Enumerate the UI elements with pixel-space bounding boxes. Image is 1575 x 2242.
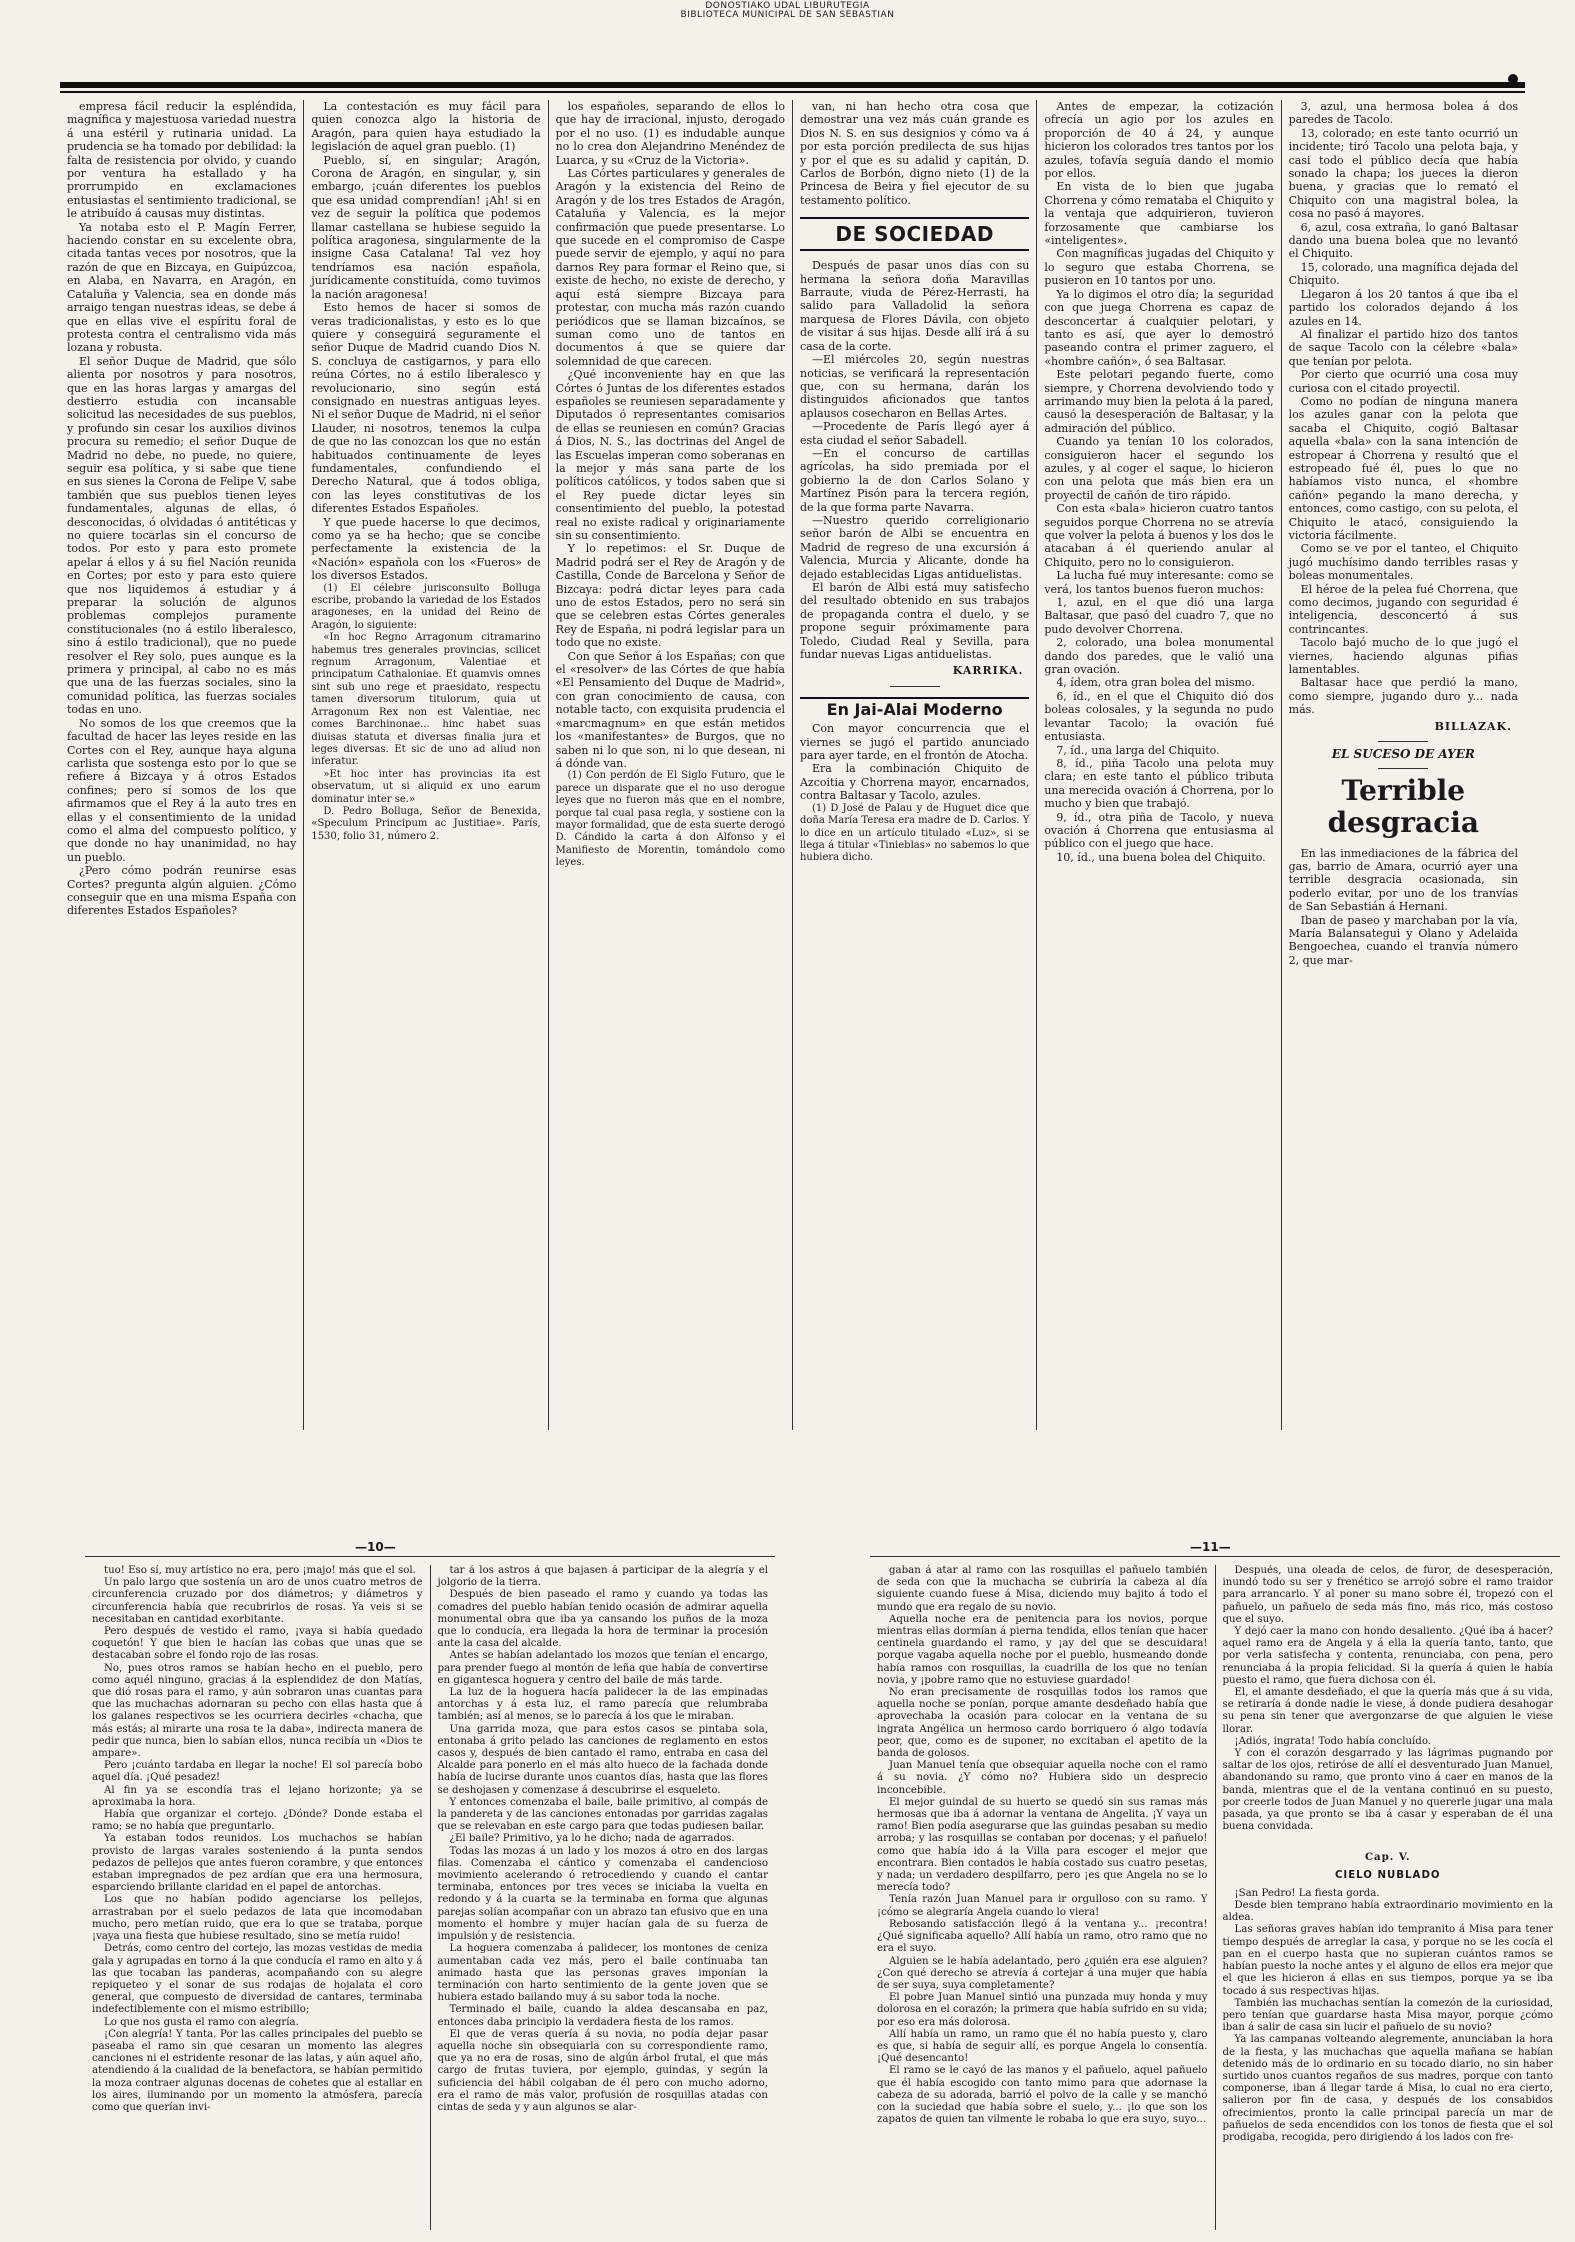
paragraph: Después, una oleada de celos, de furor, de desesperación, inundó todo su ser y frenético se arrojó sobre el ramo traidor para arrancarlo. Y al poner su mano sobre él, tropezó con el pañuelo, un pañuelo de seda más fino, más rico, más costoso que el suyo. — [1222, 1565, 1553, 1625]
paragraph: Lo que nos gusta el ramo con alegría. — [104, 2016, 299, 2028]
paragraph: También las muchachas sentían la comezón de la curiosidad, pero tenían que guardarse hasta Misa mayor, porque ¿cómo iban á salir de casa sin lucir el pañuelo de su novio? — [1222, 1997, 1553, 2034]
paragraph: Después de bien paseado el ramo y cuando ya todas las comadres del pueblo habían tenido ocasión de admirar aquella monumental obra que iba ya cansando los puños de la moza que lo conducía, era llegada la hora de terminar la procesión ante la casa del alcalde. — [437, 1589, 768, 1650]
paragraph: Iban de paseo y marchaban por la vía, María Balansategui y Olano y Adelaida Bengoechea, cuando el tranvía número 2, que mar- — [1288, 913, 1518, 967]
paragraph: los españoles, separando de ellos lo que hay de irracional, injusto, derogado por el no uso. (1) es indudable aunque no lo crea don Alejandrino Menéndez de Luarca, y su «Cruz de la Victoria». — [555, 100, 785, 167]
paragraph: Ya las campanas volteando alegremente, anunciaban la hora de la fiesta, y las muchachas que aquella mañana se habían detenido más de lo ordinario en su tocado diario, no sin haber surtido unos cuantos regaños de sus madres, porque con tanto componerse, iban á llegar tarde á Misa, lo cual no era cierto, salieron por fin de casa, y después de los consabidos ofrecimientos, pronto la calle principal parecía un mar de pañuelos de seda encendidos con los tonos de fiesta que el sol prodigaba, recogida, pero dirigiendo á los lados con fre- — [1222, 2034, 1553, 2143]
divider — [890, 686, 940, 687]
paragraph: 1, azul, en el que dió una larga Baltasar, que pasó del cuadro 7, que no pudo devolver Chorrena. — [1044, 596, 1274, 636]
news-column-4 — [793, 100, 1037, 1430]
paragraph: van, ni han hecho otra cosa que demostrar una vez más cuán grande es Dios N. S. en sus designios y cómo va á por esta porción predilecta de sus hijas y por el que es su adalid y capitán, D. Carlos de Borbón, digno nieto (1) de la Princesa de Beira y fiel ejecutor de su testamento político. — [799, 100, 1030, 207]
paragraph: ¿Pero cómo podrán reunirse esas Cortes? pregunta algún alguien. ¿Cómo conseguir que en una misma España con diferentes Estados Españoles? — [67, 864, 297, 918]
paragraph: Como se ve por el tanteo, el Chiquito jugó muchísimo dando terribles rasas y boleas monumentales. — [1288, 542, 1518, 583]
paragraph: Antes de empezar, la cotización ofrecía un agio por los azules en proporción de 40 á 24, y aunque hicieron los colorados tres tantos por los azules, tofavía seguía dando el momio por ellos. — [1044, 100, 1274, 181]
paragraph: 7, íd., una larga del Chiquito. — [1056, 743, 1220, 757]
news-column-3 — [549, 100, 793, 1430]
paragraph: Y lo repetimos: el Sr. Duque de Madrid podrá ser el Rey de Aragón y de Castilla, Conde de Barcelona y Señor de Bizcaya: podrá dictar leyes para cada uno de estos Estados, pero no será sin que se celebren estas Córtes generales Rey de España, ni podrá legislar para un todo que no existe. — [555, 542, 785, 650]
paragraph: La luz de la hoguera hacía palidecer la de las empinadas antorchas y á esta luz, el ramo parecía que relumbraba también; así al menos, se lo parecía á los que le miraban. — [437, 1687, 768, 1723]
paragraph: El señor Duque de Madrid, que sólo alienta por nosotros y para nosotros, que en las horas largas y amargas del destierro estudia con incansable solicitud las necesidades de sus pueblos, y profundo sin cesar los auxilios divinos procura su remedio; el señor Duque de Madrid no debe, no puede, no quiere, seguir esa política, y si sabe que tiene en sus sienes la Corona de Felipe V, sabe también que sus pueblos tienen leyes fundamentales, algunas de ellas, ó desconocidas, ó olvidadas ó antitéticas y no quiere tocarlas sin el concurso de todos. Por esto y para esto promete apelar á ellos y á su fiel Nación reunida en Cortes; por esto y para esto quiere que nos liquidemos á estudiar y á preparar la solución de algunos problemas complejos puramente constitucionales (no á estilo liberalesco, sino á estilo tradicional), que no puede resolver el Rey solo, pues aunque es la primera y principal, al cabo no es más que una de las fuerzas sociales, sino la comunidad política, las fuerzas sociales todas en uno. — [67, 354, 297, 717]
paragraph: Las Córtes particulares y generales de Aragón y la existencia del Reino de Aragón y de los tres Estados de Aragón, Cataluña y Valencia, es la mejor confirmación que puede presentarse. Lo que sucede en el compromiso de Caspe puede servir de ejemplo, y aquí no para darnos Rey para formar el Reino que, si existe de hecho, no existe de derecho, y aquí está siempre Bizcaya para protestar, con mucha más razón cuando periódicos que se llaman bizcaínos, se suman como uno de tantos en documentos á que se quiere dar solemnidad de que carecen. — [555, 167, 785, 368]
paragraph: Había que organizar el cortejo. ¿Dónde? Donde estaba el ramo; se no había que preguntarlo. — [92, 1809, 423, 1833]
header-thick-rule — [60, 82, 1525, 88]
left-page-column-2 — [431, 1565, 776, 2230]
author-signature: KARRIKA. — [952, 664, 1024, 678]
paragraph: Los que no habían podido agenciarse los pellejos, arrastraban por el suelo pedazos de lata que incomodaban mucho, pero metían ruido, que era lo que se trataba, porque ¡vaya una fiesta que hubiese resultado, sino se metía ruido! — [92, 1894, 423, 1943]
paragraph: Cuando ya tenían 10 los colorados, consiguieron hacer el segundo los azules, y al coger el saque, lo hicieron con una pelota que más bien era un proyectil de cañón de tiro rápido. — [1044, 435, 1274, 502]
paragraph: Era la combinación Chiquito de Azcoitia y Chorrena mayor, encarnados, contra Baltasar y Tacolo, azules. — [799, 762, 1030, 803]
footnote: (1) D José de Palau y de Huguet dice que doña María Teresa era madre de D. Carlos. Y lo dice en un artículo titulado «Luz», si se llega á titular «Tinieblas» no sabemos lo que hubiera dicho. — [799, 802, 1030, 864]
section-heading: En Jai-Alai Moderno — [800, 697, 1029, 716]
paragraph: Allí había un ramo, un ramo que él no había puesto y, claro es que, si había de seguir allí, es porque Angela lo consentía. ¡Qué desencanto! — [877, 2028, 1208, 2065]
paragraph: 10, íd., una buena bolea del Chiquito. — [1056, 850, 1266, 864]
paragraph: 13, colorado; en este tanto ocurrió un incidente; tiró Tacolo una pelota baja, y casi todo el público decía que había sonado la chapa; los jueces la dieron buena, y gracias que lo remató el Chiquito con una magistral bolea, la cosa no pasó á mayores. — [1288, 126, 1518, 221]
paragraph: El que de veras quería á su novia, no podía dejar pasar aquella noche sin obsequiarla con su correspondiente ramo, que ya no era de rosas, sino de algún árbol frutal, el que más cargo de frutas tuviera, por ejemplo, guindas, y según la suficiencia del hábil colgaban de él pero con mucho adorno, era el ramo de más valor, profusión de rosquillas atadas con cintas de seda y y aun algunos se alar- — [437, 2028, 768, 2113]
paragraph: Este pelotari pegando fuerte, como siempre, y Chorrena devolviendo todo y arrimando muy bien la pelota á la pared, causó la desesperación de Baltasar, y la admiración del público. — [1044, 368, 1274, 435]
page-number-left: —10— — [355, 1540, 396, 1554]
paragraph: ¡San Pedro! La fiesta gorda. — [1234, 1887, 1380, 1899]
paragraph: Aquella noche era de penitencia para los novios, porque mientras ellas dormían á pierna tendida, ellos tenían que hacer centinela guardando el ramo, y ¡ay del que se descuidara! porque vagaba aquella noche por el pueblo, husmeando donde había ramos con rosquillas, la cuadrilla de los que no tenían novia, y ¡pobre ramo que no estuviese guardado! — [877, 1613, 1208, 1686]
paragraph: Esto hemos de hacer si somos de veras tradicionalistas, y esto es lo que quiere y conseguirá seguramente el señor Duque de Madrid cuando Dios N. S. concluya de castigarnos, y para ello reúna Córtes, no á estilo liberalesco y revolucionario, sino según está consignado en nuestras antiguas leyes. Ni el señor Duque de Madrid, ni el señor Llauder, ni nosotros, tenemos la culpa de que no las conozcan los que no están habituados continuamente de leyes fundamentales, confundiendo el Derecho Natural, que á todos obliga, con las leyes constitutivas de los diferentes Estados Españoles. — [311, 301, 541, 516]
footnote: »Et hoc inter has provincias ita est observatum, ut si aliquid ex uno earum dominatur inter se.» — [311, 768, 541, 805]
paragraph: —El miércoles 20, según nuestras noticias, se verificará la representación que, con su hermana, darán los distinguidos aficionados que tantos aplausos cosecharon en Bellas Artes. — [799, 353, 1030, 420]
paragraph: No eran precisamente de rosquillas todos los ramos que aquella noche se ponían, porque amante desdeñado había que aprovechaba la ocasión para colocar en la ventana de su ingrata Angélica un hermoso cardo borriquero ó algo todavía peor, que, como es de suponer, no excitaban el apetito de la banda de golosos. — [877, 1687, 1208, 1760]
paragraph: Pero ¡cuánto tardaba en llegar la noche! El sol parecía bobo aquel día. ¡Qué pesadez! — [92, 1760, 423, 1784]
paragraph: No somos de los que creemos que la facultad de hacer las leyes reside en las Cortes con el Rey, aunque haya alguna carlista que sostenga esto por lo que se refiere á Bizcaya y á otros Estados confines; pero sí somos de los que afirmamos que el Rey á la auto tres en ellas y el consentimiento de la unidad como el alma del compuesto político, y que donde no hay unanimidad, no hay un pueblo. — [67, 716, 297, 864]
paragraph: La contestación es muy fácil para quien conozca algo la historia de Aragón, para quien haya estudiado la legislación de aquel gran pueblo. (1) — [311, 100, 541, 154]
paragraph: tuo! Eso sí, muy artístico no era, pero ¡majo! más que el sol. — [104, 1565, 416, 1576]
author-signature: BILLAZAK. — [1434, 719, 1512, 733]
paragraph: En las inmediaciones de la fábrica del gas, barrio de Amara, ocurrió ayer una terrible desgracia ocasionada, sin poderlo evitar, por uno de los tranvías de San Sebastián á Hernani. — [1288, 846, 1518, 914]
paragraph: Terminado el baile, cuando la aldea descansaba en paz, entonces daba principio la verdadera fiesta de los ramos. — [437, 2004, 768, 2028]
paragraph: Detrás, como centro del cortejo, las mozas vestidas de media gala y agrupadas en torno á la que conducía el ramo en alto y á las que tocaban las panderas, acompañando con su alegre repiqueteo y el sonar de sus rodajas de hojalata el coro general, que compuesto de diversidad de cantares, terminaba indefectiblemente con el mismo estribillo; — [92, 1943, 423, 2016]
paragraph: ¿El baile? Primitivo, ya lo he dicho; nada de agarrados. — [449, 1833, 735, 1845]
paragraph: Una garrida moza, que para estos casos se pintaba sola, entonaba á grito pelado las canciones de reglamento en estos casos y, después de bien cantado el ramo, entraba en casa del Alcalde para ponerlo en el más alto hueco de la fachada donde había de lucirse durante unos cuantos días, hasta que las flores se deshojasen y comenzase á descubrirse el esqueleto. — [437, 1723, 768, 1796]
paragraph: 4, ídem, otra gran bolea del mismo. — [1056, 676, 1255, 690]
feuilleton-right-page — [870, 1565, 1560, 2230]
divider — [1378, 741, 1428, 742]
paragraph: Con que Señor á los Españas; con que el «resolver» de las Córtes de que había «El Pensamiento del Duque de Madrid», con gran conocimiento de causa, con notable tacto, con exquisita prudencia el «marcmagnum» en que están metidos los «manifestantes» de Burgos, que no saben ni lo que son, ni lo que desean, ni á dónde van. — [555, 649, 785, 770]
chapter-label: Cap. V. — [1364, 1851, 1411, 1864]
paragraph: —Nuestro querido correligionario señor barón de Albi se encuentra en Madrid de regreso de una excursión á Valencia, Murcia y Alicante, donde ha dejado establecidas Ligas antiduelistas. — [799, 513, 1030, 581]
paragraph: La lucha fué muy interesante: como se verá, los tantos buenos fueron muchos: — [1044, 569, 1274, 596]
paragraph: El héroe de la pelea fué Chorrena, que como decimos, jugando con seguridad é inteligencia, desconcertó á sus contrincantes. — [1288, 582, 1518, 636]
feuilleton-left-page — [85, 1565, 775, 2230]
paragraph: Todas las mozas á un lado y los mozos á otro en dos largas filas. Comenzaba el cántico y comenzaba el candencioso movimiento acelerando ó retrocediendo y cuando el cantar terminaba, entonces por tres veces se iniciaba la vuelta en redondo y á la cuarta se la terminaba en forma que algunas parejas solían acompañar con un abrazo tan efusivo que en una momento el hombre y mujer hacían gala de su fuerza de impulsión y de resistencia. — [437, 1845, 768, 1943]
header-thin-rule — [60, 91, 1525, 93]
paragraph: empresa fácil reducir la espléndida, magnífica y majestuosa variedad nuestra á una estéril y rutinaria unidad. La prudencia se ha tomado por debilidad: la falta de resistencia por olvido, y cuando por ventura ha estallado y ha prorrumpido en exclamaciones entusiastas el sentimiento tradicional, se le atribuído á causas muy distintas. — [67, 100, 297, 221]
right-page-rule — [870, 1556, 1560, 1557]
news-column-5 — [1037, 100, 1281, 1430]
news-column-1 — [60, 100, 304, 1430]
paragraph: Las señoras graves habían ido tempranito á Misa para tener tiempo después de arreglar la casa, y porque no se les cocía el pan en el cuerpo hasta que no supieran cuántos ramos se habían puesto la noche antes y el alguno de ellos era mejor que el que les hicieron á ellas en sus tiempos, porque ya se iba tocado á sus respectivas hijas. — [1222, 1924, 1553, 1997]
footnote: (1) El célebre jurisconsulto Bolluga escribe, probando la variedad de los Estados aragoneses, en la unidad del Reino de Aragón, lo siguiente: — [311, 582, 541, 631]
paragraph: Baltasar hace que perdió la mano, como siempre, jugando duro y... nada más. — [1288, 676, 1518, 717]
paragraph: gaban á atar al ramo con las rosquillas el pañuelo también de seda con que la muchacha se cubriría la cabeza al día siguiente cuando fuese á Misa, diciendo muy bajito á todo el mundo que era regalo de su novio. — [877, 1565, 1208, 1613]
paragraph: 6, íd., en el que el Chiquito dió dos boleas colosales, y la segunda no pudo levantar Tacolo; la ovación fué entusiasta. — [1044, 689, 1274, 744]
paragraph: Con esta «bala» hicieron cuatro tantos seguidos porque Chorrena no se atrevía que volver la pelota á buenos y los dos le atacaban á él queriendo anular al Chiquito, pero no lo consiguieron. — [1044, 502, 1274, 569]
paragraph: Alguien se le había adelantado, pero ¿quién era ese alguien? ¿Con qué derecho se atrevía á cortejar á una mujer que había de ser suya, suya completamente? — [877, 1955, 1208, 1991]
footnote: «In hoc Regno Arragonum citramarino habemus tres generales provincias, scilicet regnum Arragonum, Valentiae et principatum Cathaloniae. Et quamvis omnes sint sub uno rege et praesidato, respectu tamen diversorum titulorum, quia ut Arragonum Rex non est Valentiae, nec comes Barchinonae... hinc habet suas diuisas statuta et diversas finalia jura et leges diversas. Et sic de uno ad aliud non inferatur. — [311, 632, 541, 768]
divider — [1378, 768, 1428, 769]
paragraph: ¡Adiós, ingrata! Todo había concluído. — [1234, 1735, 1432, 1747]
paragraph: 9, íd., otra piña de Tacolo, y nueva ovación á Chorrena que entusiasma al público con el juego que hace. — [1044, 810, 1274, 851]
paragraph: Después de pasar unos días con su hermana la señora doña Maravillas Barraute, viuda de Pérez-Herrasti, ha salido para Valladolid la señora marquesa de Flores Dávila, con objeto de visitar á sus hijas. Desde allí irá á su casa de la corte. — [799, 259, 1030, 353]
paragraph: Tenía razón Juan Manuel para ir orgulloso con su ramo. Y ¡cómo se alegraría Angela cuando lo viera! — [877, 1894, 1208, 1918]
left-page-rule — [85, 1556, 775, 1557]
paragraph: Con mayor concurrencia que el viernes se jugó el partido anunciado para ayer tarde, en el frontón de Atocha. — [799, 722, 1030, 763]
paragraph: Tacolo bajó mucho de lo que jugó el viernes, haciendo algunas pifias lamentables. — [1288, 636, 1518, 677]
paragraph: Al fin ya se escondía tras el lejano horizonte; ya se aproximaba la hora. — [92, 1784, 423, 1808]
paragraph: ¡Con alegría! Y tanta. Por las calles principales del pueblo se paseaba el ramo sin que cesaran un momento las alegres canciones ni el estridente resonar de las latas, y aún aquel año, atendiendo á la cualidad de la benefactora, se habían permitido la moza contraer algunas docenas de cohetes que al estallar en los aires, iluminando por un momento la atmósfera, parecía como que querían invi- — [92, 2028, 423, 2113]
paragraph: Llegaron á los 20 tantos á que iba el partido los colorados dejando á los azules en 14. — [1288, 287, 1518, 328]
library-stamp-line-2: BIBLIOTECA MUNICIPAL DE SAN SEBASTIAN — [680, 10, 895, 20]
kicker-heading: EL SUCESO DE AYER — [1331, 747, 1475, 762]
right-page-column-1 — [870, 1565, 1216, 2230]
paragraph: Un palo largo que sostenía un aro de unos cuatro metros de circunferencia cruzado por dos diámetros; y diámetros y circunferencia había que recubrirlos de rosas. Ya veis si se necesitaban en cantidad exorbitante. — [92, 1577, 423, 1625]
right-page-column-2 — [1216, 1565, 1561, 2230]
paragraph: Antes se habían adelantado los mozos que tenían el encargo, para prender fuego al montón de leña que había de convertirse en gigantesca hoguera y centro del baile de más tarde. — [437, 1650, 768, 1686]
paragraph: Como no podían de ninguna manera los azules ganar con la pelota que sacaba el Chiquito, cogió Baltasar aquella «bala» con la sana intención de estropear á Chorrena y resultó que el estropeado fué él, pues lo que no habíamos visto nunca, el «hombre cañón» pegando la mano derecha, y entonces, como castigo, con su pelota, el Chiquito le atacó, consiguiendo la victoria fácilmente. — [1288, 394, 1518, 542]
paragraph: Por cierto que ocurrió una cosa muy curiosa con el citado proyectil. — [1288, 368, 1518, 395]
newspaper-columns — [60, 100, 1525, 1430]
paragraph: ¿Qué inconveniente hay en que las Córtes ó Juntas de los diferentes estados españoles se reuniesen separadamente y Diputados ó representantes comisarios de ellas se reuniesen en común? Gracias á Dios, N. S., las doctrinas del Angel de las Escuelas imperan como soberanas en la mejor y más sana parte de los políticos católicos, y todos saben que si el Rey puede dictar leyes sin consentimiento del pueblo, la potestad real no existe radical y originariamente sin su consentimiento. — [555, 368, 785, 542]
headline: Terrible desgracia — [1327, 773, 1480, 839]
section-heading: DE SOCIEDAD — [800, 217, 1029, 251]
paragraph: Ya lo digimos el otro día; la seguridad con que juega Chorrena es capaz de desconcertar á cualquier pelotari, y tanto es así, que ayer lo demostró paseando contra el primer zaguero, el «hombre cañón», ó sea Baltasar. — [1044, 287, 1274, 368]
paragraph: 2, colorado, una bolea monumental dando dos paredes, que le valió una gran ovación. — [1044, 636, 1274, 677]
paragraph: El ramo se le cayó de las manos y el pañuelo, aquel pañuelo que él había escogido con tanto mimo para que adornase la cabeza de su adorada, barrió el polvo de la calle y se manchó con la suciedad que había sobre el suelo, y... ¡lo que son los zapatos de quien tan vilmente le robaba lo que era suyo, suyo... — [877, 2065, 1208, 2126]
paragraph: Rebosando satisfacción llegó á la ventana y... ¡recontra! ¿Qué significaba aquello? Allí había un ramo, otro ramo que no era el suyo. — [877, 1918, 1208, 1955]
paragraph: El, el amante desdeñado, el que la quería más que á su vida, se retiraría á donde nadie le viese, á donde pudiera desahogar su pena sin tener que avergonzarse de que alguien le viese llorar. — [1222, 1687, 1553, 1735]
news-column-6 — [1282, 100, 1525, 1430]
footnote: (1) Con perdón de El Siglo Futuro, que le parece un disparate que el no uso derogue leyes que no fueron más que en el nombre, porque tal cual pasa regla, y sostiene con la mayor formalidad, que de esta suerte derogó D. Cándido la carta á don Alfonso y el Manifiesto de Morentin, tomándolo como leyes. — [555, 770, 785, 869]
paragraph: Y entonces comenzaba el baile, baile primitivo, al compás de la pandereta y de las canciones entonadas por garridas zagalas que se relevaban en este cargo para que todas pudiesen bailar. — [437, 1796, 768, 1833]
paragraph: tar á los astros á que bajasen á participar de la alegría y el jolgorio de la tierra. — [437, 1565, 768, 1589]
library-stamp-line-1: DONOSTIAKO UDAL LIBURUTEGIA — [705, 1, 870, 11]
paragraph: Y dejó caer la mano con hondo desaliento. ¿Qué iba á hacer? aquel ramo era de Angela y á ella la quería tanto, tanto, que por verla satisfecha y contenta, renunciaba, con pena, pero renunciaba á la propia felicidad. Si la quería á quien le había puesto el ramo, que fuera dichosa con él. — [1222, 1626, 1553, 1686]
paragraph: La hoguera comenzaba á palidecer, los montones de ceniza aumentaban cada vez más, pero el baile continuaba tan animado hasta que las personas graves imponían la terminación con harto sentimiento de la gente joven que se hubiera estado bailando muy á su sabor toda la noche. — [437, 1943, 768, 2004]
paragraph: Desde bien temprano había extraordinario movimiento en la aldea. — [1222, 1900, 1553, 1924]
paragraph: Pero después de vestido el ramo, ¡vaya si había quedado coquetón! Y que bien le hacían las cobas que unas que se destacaban sobre el fondo rojo de las rosas. — [92, 1626, 423, 1662]
paragraph: Pueblo, sí, en singular; Aragón, Corona de Aragón, en singular, y, sin embargo, ¡cuán diferentes los pueblos que esa unidad comprendían! ¡Ah! si en vez de seguir la política que podemos llamar castellana se hubiese seguido la política aragonesa, singularmente de la insigne Casa Catalana! Tal vez hoy tendríamos esa nación española, jurídicamente constituída, como tuvimos la nación aragonesa! — [311, 153, 541, 301]
paragraph: Ya notaba esto el P. Magín Ferrer, haciendo constar en su excelente obra, citada tantas veces por nosotros, que la razón de que en Bizcaya, en Guipúzcoa, en Alaba, en Navarra, en Aragón, en Cataluña y Valencia, sea en donde más arraigo tengan nuestras ideas, se debe á que en ellas vive el espíritu foral de protesta contra el centralismo vida más lozana y robusta. — [67, 220, 297, 355]
paragraph: Y con el corazón desgarrado y las lágrimas pugnando por saltar de los ojos, retiróse de allí el desventurado Juan Manuel, abandonando su ramo, que pronto vino á caer en manos de la banda, mientras que el de la ventana continuó en su puesto, por creerle todos de Juan Manuel y no quererle jugar una mala pasada, ya que pronto se iba á casar y esperaban de él una buena convidada. — [1222, 1748, 1553, 1833]
paragraph: 15, colorado, una magnífica dejada del Chiquito. — [1288, 260, 1518, 288]
paragraph: 3, azul, una hermosa bolea á dos paredes de Tacolo. — [1288, 100, 1518, 127]
paragraph: 8, íd., piña Tacolo una pelota muy clara; en este tanto el público tributa una merecida ovación á Chorrena, por lo mucho y bien que trabajó. — [1044, 756, 1274, 811]
page-number-right: —11— — [1190, 1540, 1231, 1554]
paragraph: El barón de Albi está muy satisfecho del resultado obtenido en sus trabajos de propaganda contra el duelo, y se propone seguir próximamente para Toledo, Ciudad Real y Sevilla, para fundar nuevas Ligas antiduelistas. — [799, 581, 1030, 662]
paragraph: Ya estaban todos reunidos. Los muchachos se habían provisto de largas varales sosteniendo á la punta sendos pedazos de pellejos que antes fueron corambre, y que entonces estaban impregnados de pez ardían que era una hermosura, esparciendo brillante claridad en el papel de antorchas. — [92, 1833, 423, 1894]
news-column-2 — [304, 100, 548, 1430]
paragraph: —Procedente de París llegó ayer á esta ciudad el señor Sabadell. — [799, 420, 1030, 447]
paragraph: El pobre Juan Manuel sintió una punzada muy honda y muy dolorosa en el corazón; la primera que había sufrido en su vida; por eso era más dolorosa. — [877, 1992, 1208, 2028]
paragraph: No, pues otros ramos se habían hecho en el pueblo, pero como aquél ninguno, gracias á la esplendidez de don Matías, que dió rosas para el ramo, y aún sobraron unas cuantas para que las muchachas adornaran su pecho con ellas hasta que á los galanes respectivos se les ocurriera decirles «chacha, que más estás; al mirarte una rosa te la daba», indirecta manera de pedir que nunca, bien lo sabían ellos, nunca recibía un «Dios te ampare». — [92, 1662, 423, 1760]
paragraph: Con magníficas jugadas del Chiquito y lo seguro que estaba Chorrena, se pusieron en 10 tantos por uno. — [1044, 247, 1274, 288]
paragraph: En vista de lo bien que jugaba Chorrena y cómo remataba el Chiquito y la ventaja que adquirieron, tuvieron forzosamente que cambiarse los «inteligentes». — [1044, 180, 1274, 248]
paragraph: Al finalizar el partido hizo dos tantos de saque Tacolo con la célebre «bala» que tenían por pelota. — [1288, 327, 1518, 368]
paragraph: El mejor guindal de su huerto se quedó sin sus ramas más hermosas que iba á adornar la ventana de Angelita. ¡Y vaya un ramo! Bien podía asegurarse que las guindas pesaban su medio arroba; y las rosquillas se contaban por docenas; y el pañuelo! como que había ido á la Villa para escoger el mejor que encontrara. Bien contados le había costado sus cuatro pesetas, y nada; un verdadero despilfarro, pero ¡es que Angela no se lo merecía todo? — [877, 1796, 1208, 1894]
paragraph: 6, azul, cosa extraña, lo ganó Baltasar dando una buena bolea que no levantó el Chiquito. — [1288, 220, 1518, 261]
paragraph: —En el concurso de cartillas agrícolas, ha sido premiada por el gobierno la de don Carlos Solano y Martínez Pisón para la tercera región, de la que forma parte Navarra. — [799, 446, 1030, 514]
library-stamp — [0, 2, 1575, 20]
chapter-title: CIELO NUBLADO — [1334, 1869, 1441, 1881]
paragraph: Y que puede hacerse lo que decimos, como ya se ha hecho; que se concibe perfectamente la existencia de la «Nación» española con los «Fueros» de los diversos Estados. — [311, 515, 541, 583]
footnote: D. Pedro Bolluga, Señor de Benexida, «Speculum Principum ac Justitiae». París, 1530, folio 31, número 2. — [311, 805, 541, 842]
paragraph: Juan Manuel tenía que obsequiar aquella noche con el ramo á su novia. ¿Y cómo no? Hubiera sido un desprecio inconcebible. — [877, 1760, 1208, 1796]
left-page-column-1 — [85, 1565, 431, 2230]
